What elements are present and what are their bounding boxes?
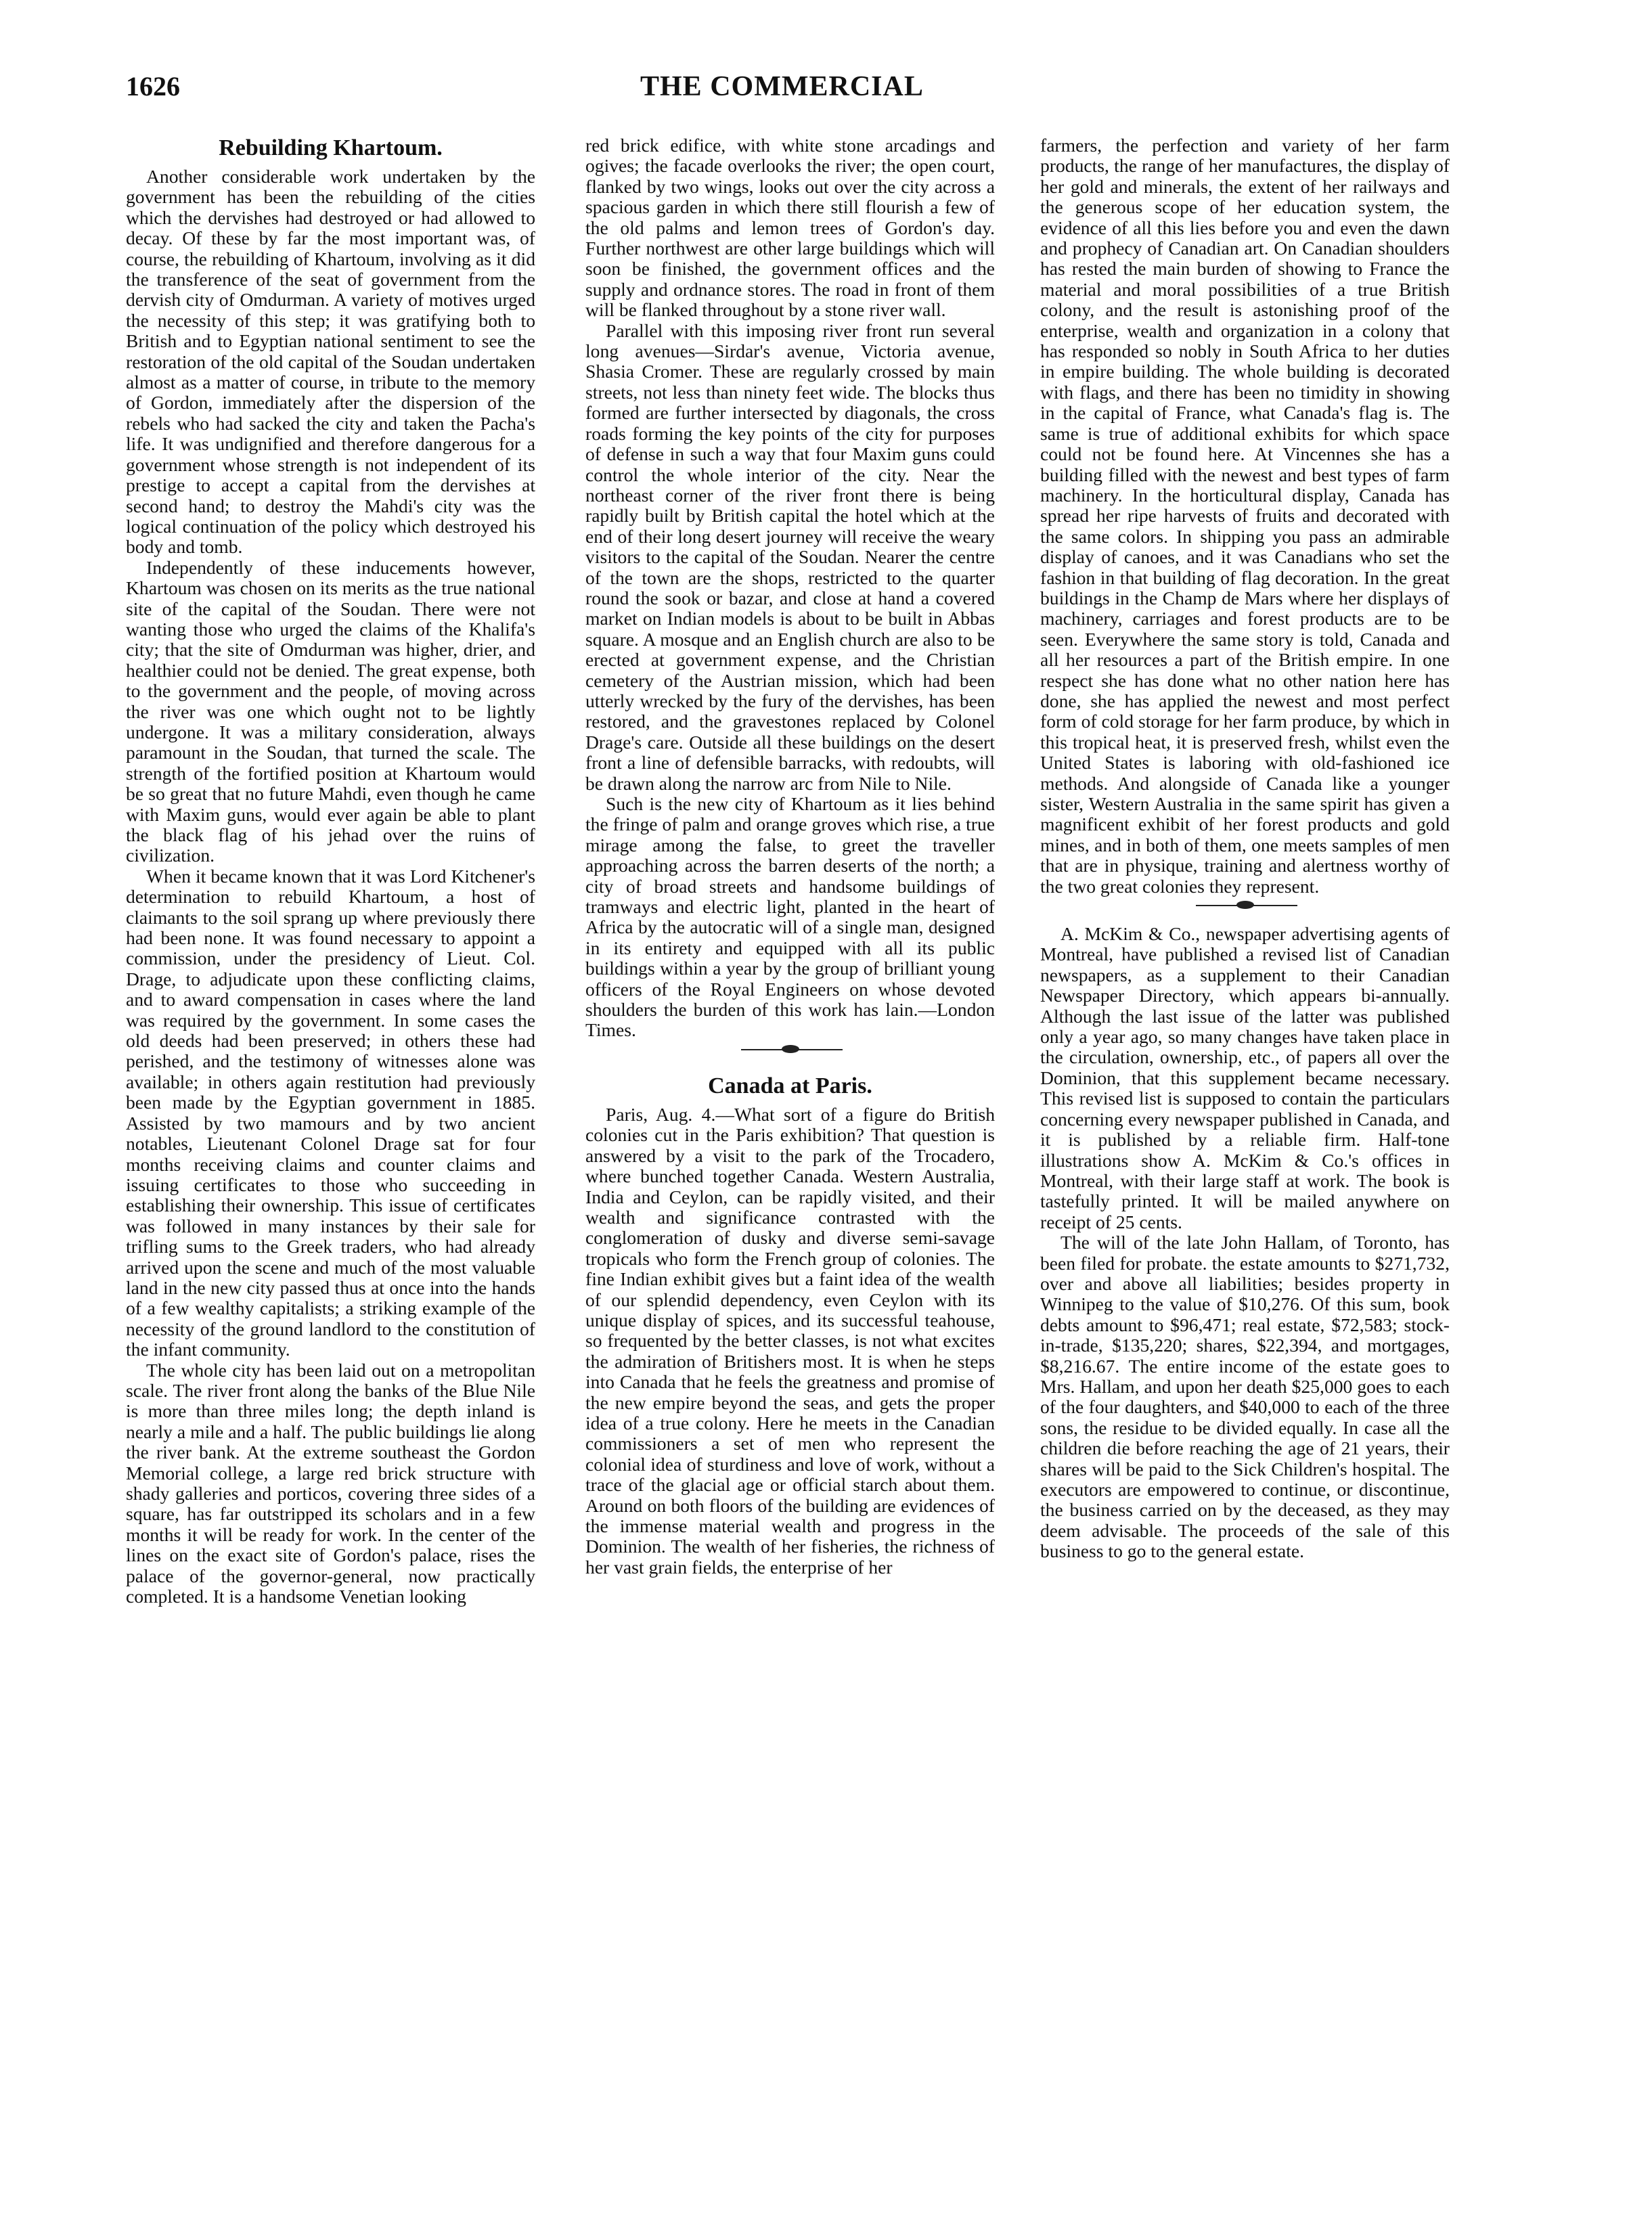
publication-title: THE COMMERCIAL: [640, 71, 924, 102]
article-paragraph: Such is the new city of Khartoum as it lies behind the fringe of palm and orange groves which rise, a true mirage among the false, to greet the traveller approaching across the barren deserts of the north; a city of broad streets and handsome buildings of tramways and electric light, planted in the heart of Africa by the autocratic will of a single man, designed in its entirety and equipped with all its public buildings within a year by the group of brilliant young officers of the Royal Engineers on whose devoted shoulders the burden of this work has lain.—London Times.: [585, 793, 995, 1041]
news-item-paragraph: The will of the late John Hallam, of Toronto, has been filed for probate. the estate amounts to $271,732, over and above all liabilities; besides property in Winnipeg to the value of $10,276. Of this sum, book debts amount to $96,471; real estate, $72,583; stock-in-trade, $135,220; shares, $22,394, and mortgages, $8,216.67. The entire income of the estate goes to Mrs. Hallam, and upon her death $25,000 goes to each of the four daughters, and $40,000 to each of the three sons, the residue to be divided equally. In case all the children die before reaching the age of 21 years, their shares will be paid to the Sick Children's hospital. The executors are empowered to continue, or discontinue, the business carried on by the deceased, as they may deem advisable. The proceeds of the sale of this business to go to the general estate.: [1040, 1232, 1450, 1562]
divider-ornament: [1236, 901, 1254, 909]
column-3: [1040, 135, 1450, 1562]
article-paragraph: Paris, Aug. 4.—What sort of a figure do British colonies cut in the Paris exhibition? That question is answered by a visit to the park of the Trocadero, where bunched together Canada. Western Australia, India and Ceylon, can be rapidly visited, and their wealth and significance contrasted with the conglomeration of dusky and diverse semi-savage tropicals who form the French group of colonies. The fine Indian exhibit gives but a faint idea of the wealth of our splendid dependency, even Ceylon with its unique display of spices, and its successful teahouse, so frequented by the better classes, is not what excites the admiration of Britishers most. It is when he steps into Canada that he feels the greatness and promise of the new empire beyond the seas, and gets the proper idea of a true colony. Here he meets in the Canadian commissioners a set of men who represent the colonial idea of sturdiness and love of work, without a trace of the glacial age or official starch about them. Around on both floors of the building are evidences of the immense material wealth and progress in the Dominion. The wealth of her fisheries, the richness of her vast grain fields, the enterprise of her: [585, 1103, 995, 1578]
article-paragraph: The whole city has been laid out on a metropolitan scale. The river front along the banks of the Blue Nile is more than three miles long; the depth inland is nearly a mile and a half. The public buildings lie along the river bank. At the extreme southeast the Gordon Memorial college, a large red brick structure with shady galleries and porticos, covering three sides of a square, has far outstripped its scholars and in a few months it will be ready for work. In the center of the lines on the exact site of Gordon's palace, rises the palace of the governor-general, now practically completed. It is a handsome Venetian looking: [126, 1359, 535, 1607]
column-1: [126, 135, 535, 1607]
article-title-canada-at-paris: Canada at Paris.: [708, 1073, 872, 1098]
divider-ornament: [782, 1045, 799, 1053]
article-paragraph: Parallel with this imposing river front run several long avenues—Sirdar's avenue, Victoria avenue, Shasia Cromer. These are regularly crossed by main streets, not less than ninety feet wide. The blocks thus formed are further intersected by diagonals, the cross roads forming the key points of the city for purposes of defense in such a way that four Maxim guns could control the whole interior of the city. Near the northeast corner of the river front there is being rapidly built by British capital the hotel which at the end of their long desert journey will receive the weary visitors to the capital of the Soudan. Nearer the centre of the town are the shops, restricted to the quarter round the sook or bazar, and close at hand a covered market on Indian models is about to be built in Abbas square. A mosque and an English church are also to be erected at government expense, and the Christian cemetery of the Austrian mission, which had been utterly wrecked by the fury of the dervishes, has been restored, and the gravestones replaced by Colonel Drage's care. Outside all these buildings on the desert front a line of defensible barracks, with redoubts, will be drawn along the narrow arc from Nile to Nile.: [585, 319, 995, 794]
article-paragraph: Another considerable work undertaken by the government has been the rebuilding of the cities which the dervishes had destroyed or had allowed to decay. Of these by far the most important was, of course, the rebuilding of Khartoum, involving as it did the transference of the seat of government from the dervish city of Omdurman. A variety of motives urged the necessity of this step; it was gratifying both to British and to Egyptian national sentiment to see the restoration of the old capital of the Soudan undertaken almost as a matter of course, in tribute to the memory of Gordon, immediately after the dispersion of the rebels who had sacked the city and taken the Pacha's life. It was undignified and therefore dangerous for a government whose strength is not independent of its prestige to accept a capital from the dervishes at second hand; to destroy the Mahdi's city was the logical continuation of the policy which destroyed his body and tomb.: [126, 166, 535, 558]
page-header: [126, 70, 1547, 118]
article-paragraph: When it became known that it was Lord Kitchener's determination to rebuild Khartoum, a host of claimants to the soil sprang up where previously there had been none. It was found necessary to appoint a commission, under the presidency of Lieut. Col. Drage, to adjudicate upon these conflicting claims, and to award compensation in cases where the land was required by the government. In some cases the old deeds had been preserved; in others these had perished, and the testimony of witnesses alone was available; in others again restitution had previously been made by the Egyptian government in 1885. Assisted by two mamours and by two ancient notables, Lieutenant Colonel Drage sat for four months receiving claims and counter claims and issuing certificates to those who succeeding in establishing their ownership. This issue of certificates was followed in many instances by their sale for trifling sums to the Greek traders, who had already arrived upon the scene and much of the most valuable land in the new city passed thus at once into the hands of a few wealthy capitalists; a striking example of the necessity of the ground landlord to the constitution of the infant community.: [126, 865, 535, 1360]
page-number: 1626: [126, 71, 180, 102]
article-paragraph: red brick edifice, with white stone arcadings and ogives; the facade overlooks the river; the open court, flanked by two wings, looks out over the city across a spacious garden in which there still flourish a few of the old palms and lemon trees of Gordon's day. Further northwest are other large buildings which will soon be finished, the government offices and the supply and ordnance stores. The road in front of them will be flanked throughout by a stone river wall.: [585, 135, 995, 321]
column-2: [585, 135, 995, 1578]
news-item-paragraph: A. McKim & Co., newspaper advertising agents of Montreal, have published a revised list of Canadian newspapers, as a supplement to their Canadian Newspaper Directory, which appears bi-annually. Although the last issue of the latter was published only a year ago, so many changes have taken place in the circulation, ownership, etc., of papers all over the Dominion, that this supplement became necessary. This revised list is supposed to contain the particulars concerning every newspaper published in Canada, and it is published by a reliable firm. Half-tone illustrations show A. McKim & Co.'s offices in Montreal, with their large staff at work. The book is tastefully printed. It will be mailed anywhere on receipt of 25 cents.: [1040, 923, 1450, 1232]
section-divider: [1040, 897, 1450, 917]
article-title-rebuilding-khartoum: Rebuilding Khartoum.: [219, 135, 443, 160]
article-paragraph: Independently of these inducements however, Khartoum was chosen on its merits as the true national site of the capital of the Soudan. There were not wanting those who urged the claims of the Khalifa's city; that the site of Omdurman was higher, drier, and healthier could not be denied. The great expense, both to the government and the people, of moving across the river was one which ought not to be lightly undergone. It was a military consideration, always paramount in the Soudan, that turned the scale. The strength of the fortified position at Khartoum would be so great that no future Mahdi, even though he came with Maxim guns, would ever again be able to plant the black flag of his jehad over the ruins of civilization.: [126, 556, 535, 866]
article-paragraph: farmers, the perfection and variety of her farm products, the range of her manufactures, the display of her gold and minerals, the extent of her railways and the generous scope of her education system, the evidence of all this lies before you and even the dawn and prophecy of Canadian art. On Canadian shoulders has rested the main burden of showing to France the material and moral possibilities of a true British colony, and the result is astonishing proof of the enterprise, wealth and organization in a colony that has responded so nobly in South Africa to her duties in empire building. The whole building is decorated with flags, and there has been no timidity in showing in the capital of France, what Canada's flag is. The same is true of additional exhibits for which space could not be found here. At Vincennes she has a building filled with the newest and best types of farm machinery. In the horticultural display, Canada has spread her ripe harvests of fruits and decorated with the same colors. In shipping you pass an admirable display of canoes, and it was Canadians who set the fashion in that building of flag decoration. In the great buildings in the Champ de Mars where her displays of machinery, carriages and forest products are to be seen. Everywhere the same story is told, Canada and all her resources a part of the British empire. In one respect she has done what no other nation here has done, she has applied the newest and most perfect form of cold storage for her farm produce, by which in this tropical heat, it is preserved fresh, whilst even the United States is laboring with old-fashioned ice methods. And alongside of Canada like a younger sister, Western Australia in the same spirit has given a magnificent exhibit of her forest products and gold mines, and in both of them, one meets samples of men that are in physique, training and alertness worthy of the two great colonies they represent.: [1040, 135, 1450, 897]
section-divider: [585, 1041, 995, 1061]
